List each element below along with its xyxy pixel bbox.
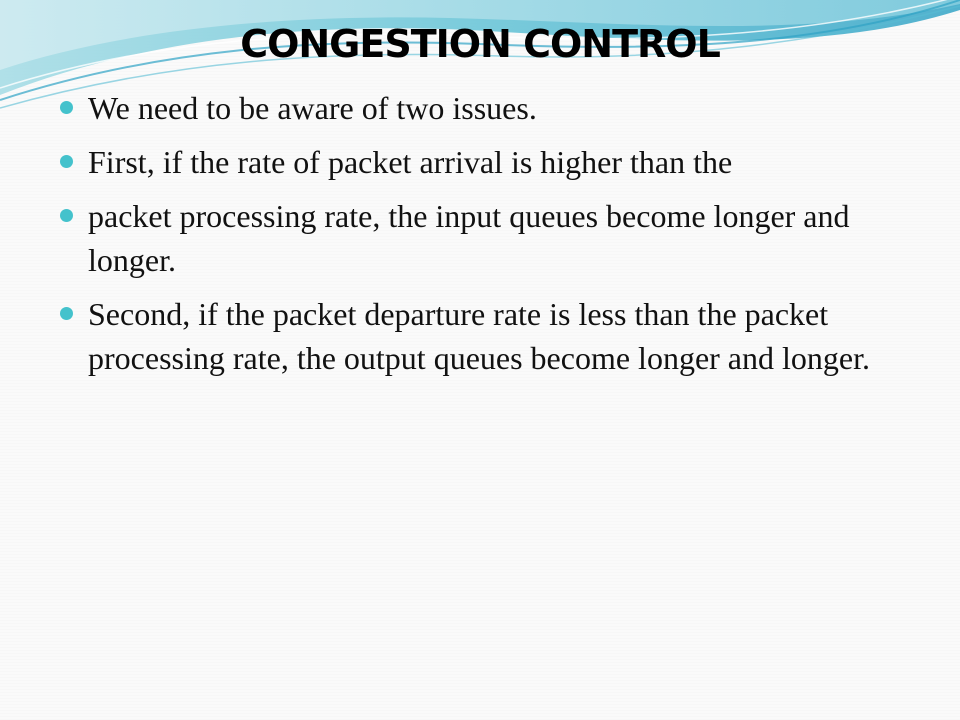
slide-title: CONGESTION CONTROL [240,22,720,66]
bullet-item [60,86,940,130]
bullet-item [60,194,940,282]
bullet-dot-icon [60,209,73,222]
bullet-dot-icon [60,101,73,114]
bullet-list [60,86,940,390]
bullet-text: First, if the rate of packet arrival is higher than the [88,144,733,180]
bullet-dot-icon [60,307,73,320]
bullet-text: We need to be aware of two issues. [88,90,537,126]
bullet-text: Second, if the packet departure rate is less than the packet processing rate, the output queues become longer and longer. [88,296,870,376]
bullet-text: packet processing rate, the input queues become longer and longer. [88,198,850,278]
bullet-item [60,140,940,184]
bullet-item [60,292,940,380]
bullet-dot-icon [60,155,73,168]
